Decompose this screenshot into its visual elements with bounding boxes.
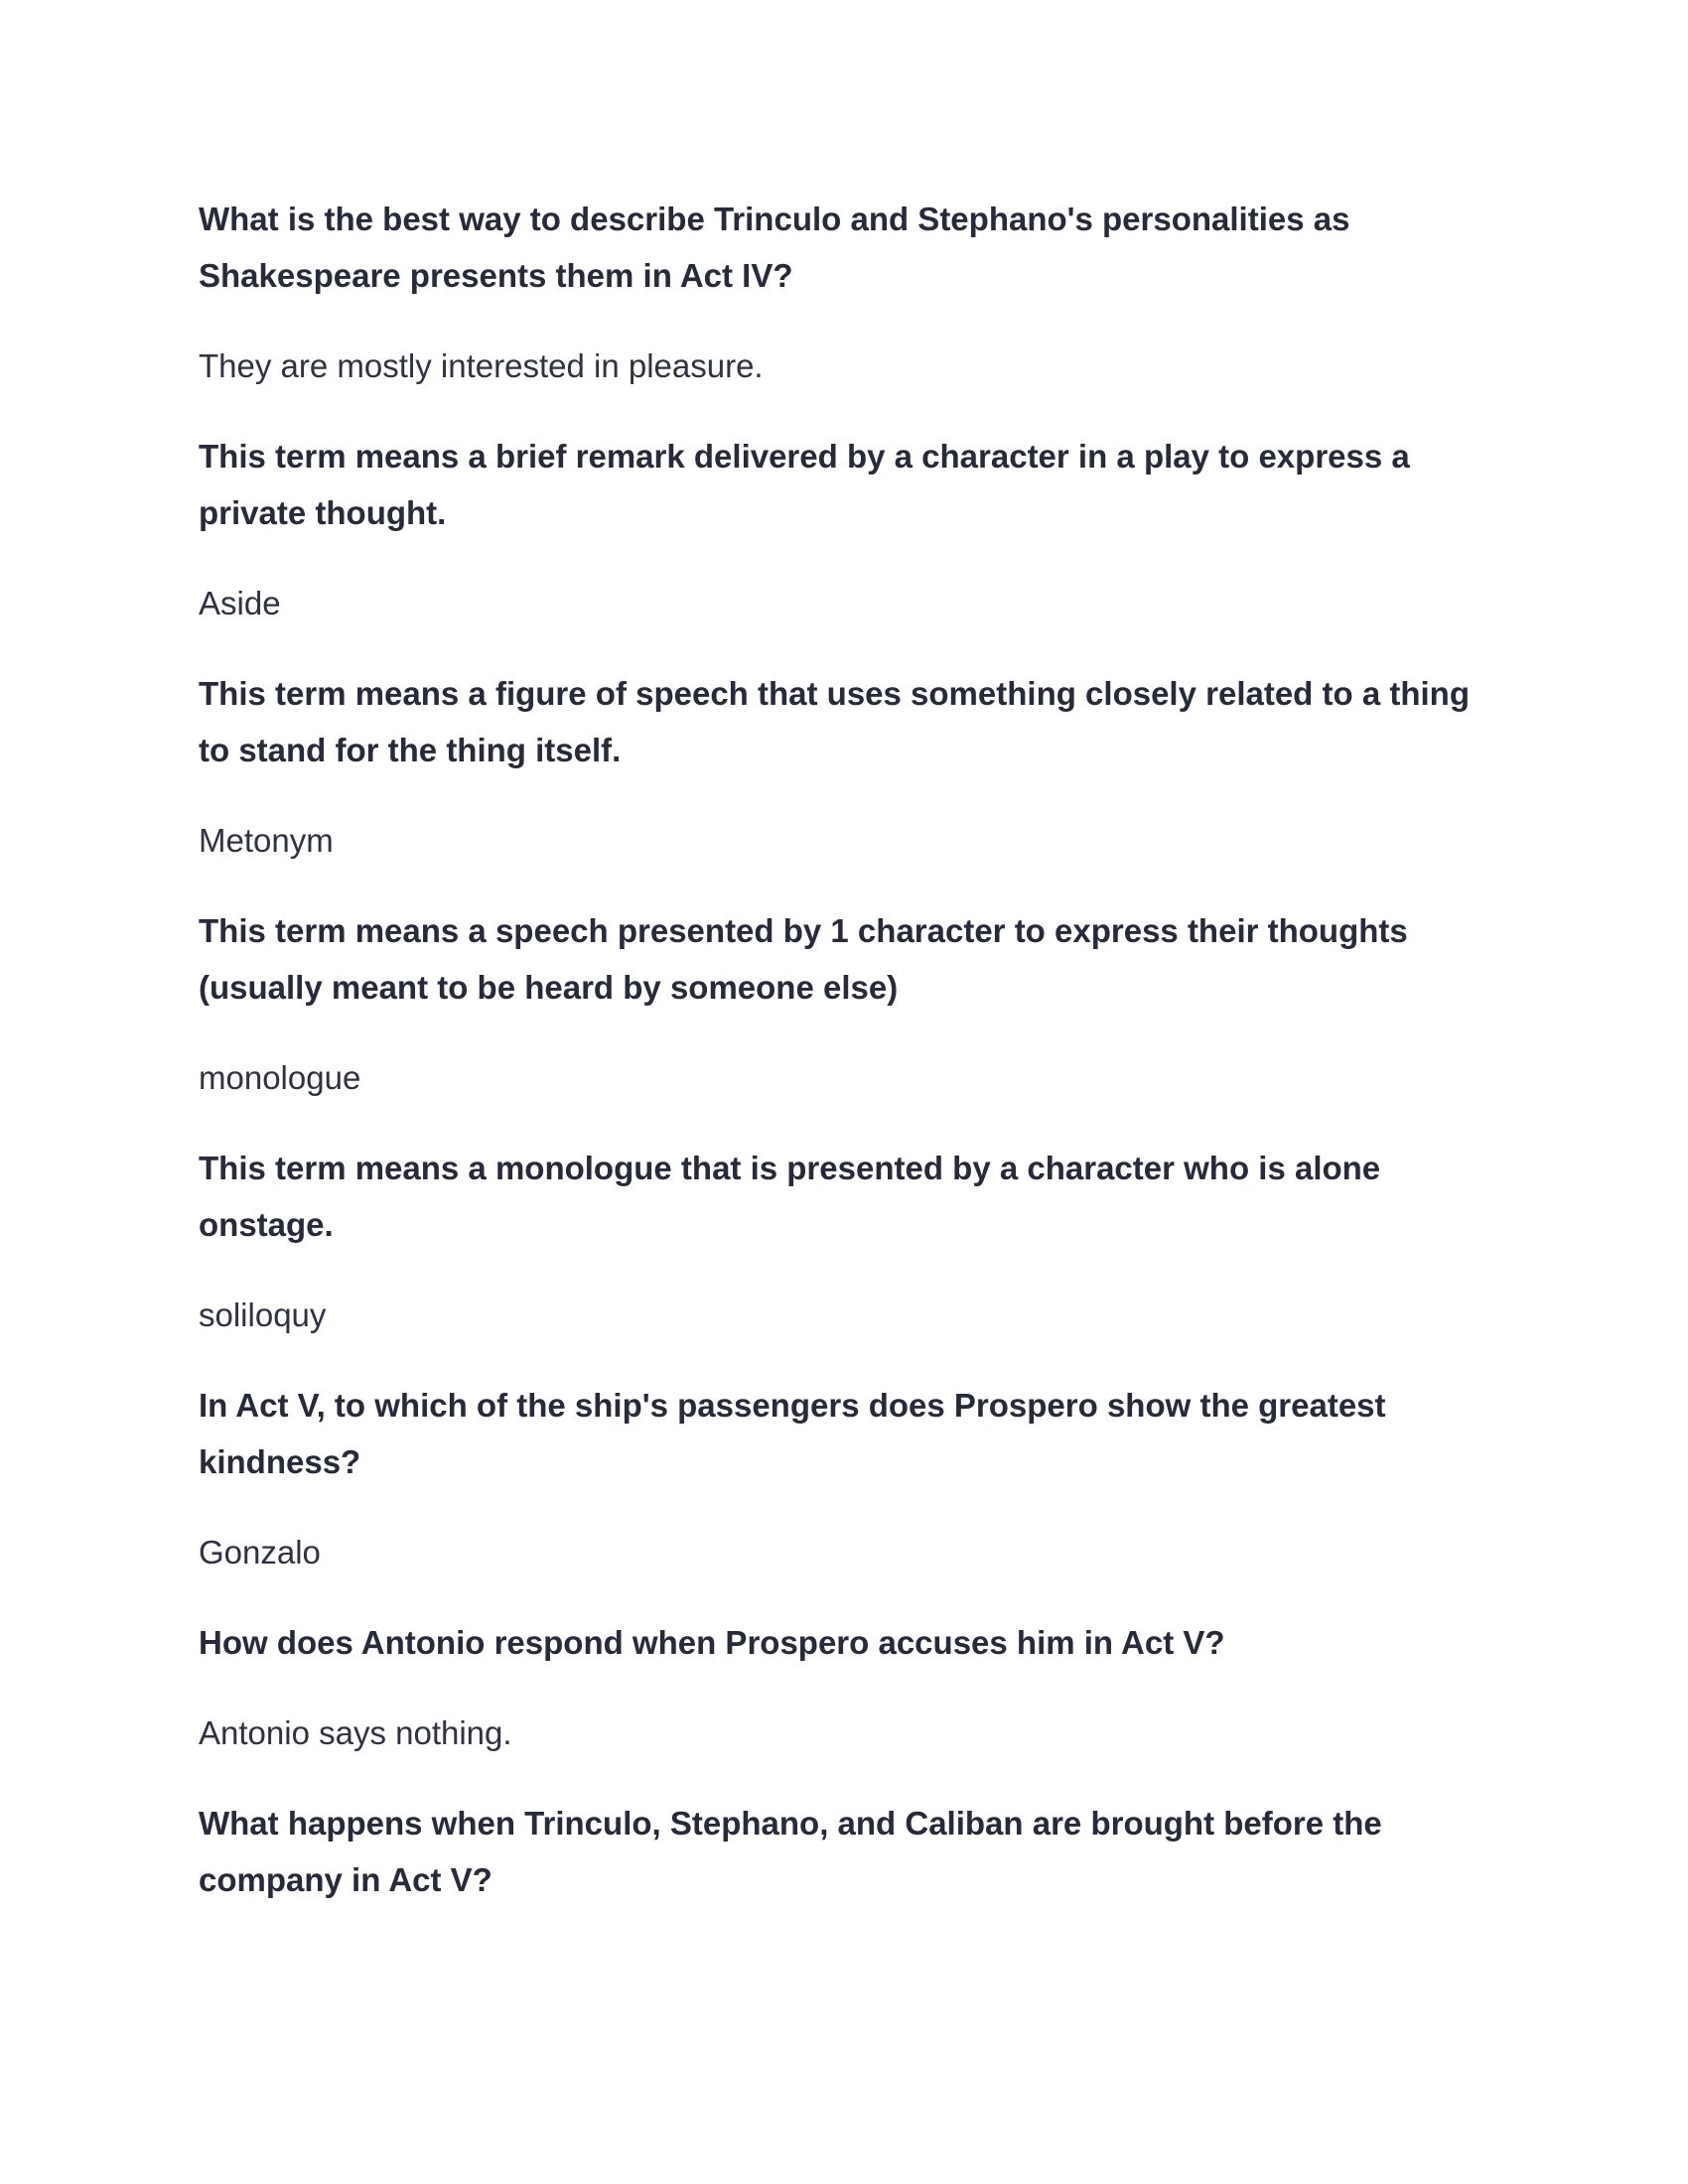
question-line: This term means a speech presented by 1 character to express their thoughts <box>199 912 1408 949</box>
question-line: onstage. <box>199 1206 334 1243</box>
answer-text: Aside <box>199 585 281 621</box>
question-text <box>199 1377 1509 1490</box>
qa-item <box>199 1140 1509 1343</box>
answer-text: They are mostly interested in pleasure. <box>199 347 764 384</box>
answer-text: monologue <box>199 1059 361 1096</box>
qa-item <box>199 902 1509 1106</box>
question-text <box>199 1140 1509 1253</box>
question-line: This term means a monologue that is presented by a character who is alone <box>199 1150 1381 1186</box>
qa-item <box>199 1795 1509 1908</box>
question-text <box>199 902 1509 1016</box>
question-text <box>199 428 1509 541</box>
question-line: private thought. <box>199 494 447 531</box>
answer-text: soliloquy <box>199 1297 327 1333</box>
question-line: How does Antonio respond when Prospero accuses him in Act V? <box>199 1624 1225 1661</box>
question-text <box>199 191 1509 304</box>
question-line: (usually meant to be heard by someone else) <box>199 969 899 1006</box>
qa-item <box>199 428 1509 631</box>
answer-text: Gonzalo <box>199 1534 321 1570</box>
qa-item <box>199 1614 1509 1761</box>
answer-text: Metonym <box>199 822 334 859</box>
question-line: kindness? <box>199 1443 361 1480</box>
question-line: Shakespeare presents them in Act IV? <box>199 257 793 294</box>
qa-item <box>199 665 1509 869</box>
question-line: What is the best way to describe Trinculo and Stephano's personalities as <box>199 201 1350 237</box>
question-text <box>199 1795 1509 1908</box>
question-line: In Act V, to which of the ship's passengers does Prospero show the greatest <box>199 1387 1386 1424</box>
question-text <box>199 1614 1509 1671</box>
question-line: to stand for the thing itself. <box>199 732 622 768</box>
answer-text: Antonio says nothing. <box>199 1714 512 1751</box>
qa-item <box>199 1377 1509 1580</box>
question-text <box>199 665 1509 778</box>
qa-item <box>199 191 1509 394</box>
question-line: This term means a figure of speech that uses something closely related to a thing <box>199 675 1470 712</box>
question-line: company in Act V? <box>199 1861 492 1898</box>
question-line: What happens when Trinculo, Stephano, and Caliban are brought before the <box>199 1805 1382 1842</box>
question-line: This term means a brief remark delivered by a character in a play to express a <box>199 438 1410 475</box>
flashcard-list <box>199 191 1509 1942</box>
